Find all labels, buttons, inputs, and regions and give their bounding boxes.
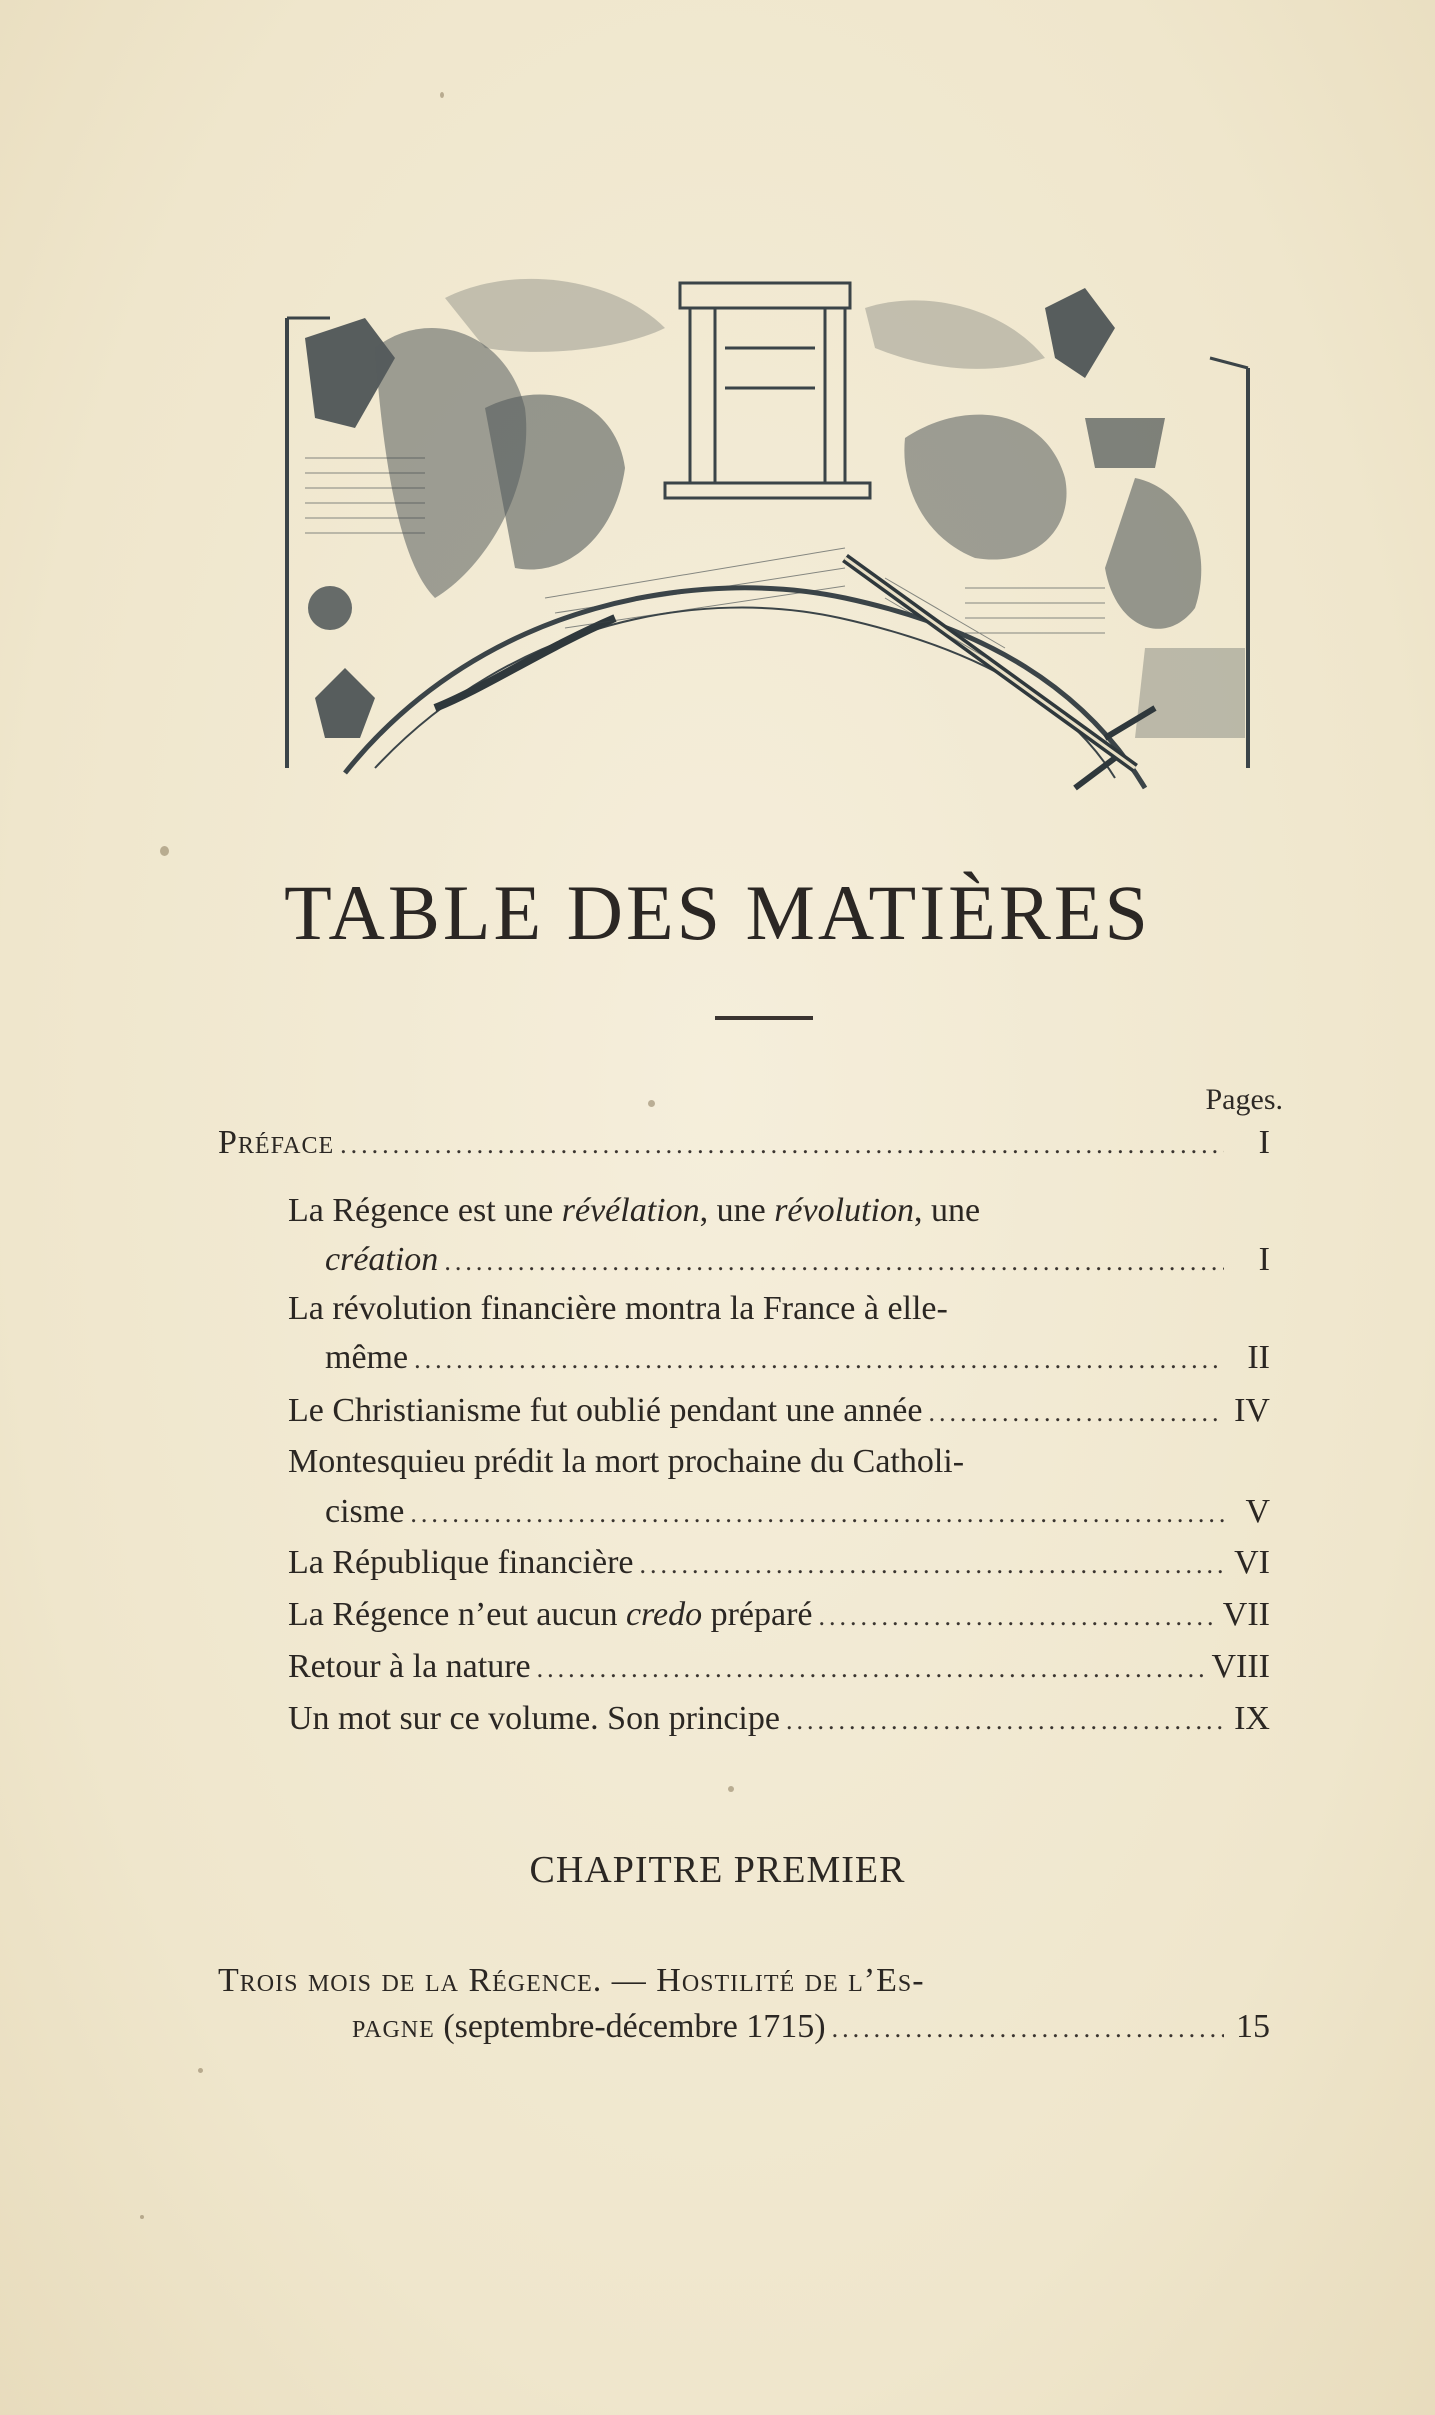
leader-dots (819, 1602, 1217, 1632)
entry-label: Retour à la nature (288, 1648, 531, 1685)
title-rule (715, 1016, 813, 1020)
leader-dots (786, 1706, 1224, 1736)
leader-dots (832, 2014, 1224, 2044)
paper-speck (728, 1786, 734, 1792)
entry-label: La République financière (288, 1544, 634, 1581)
entry-page: II (1247, 1339, 1270, 1376)
entry-label: création (325, 1241, 439, 1278)
toc-entry-line1 (288, 1290, 1174, 1328)
entry-text: La Régence est une (288, 1192, 562, 1229)
entry-page: 15 (1236, 2008, 1270, 2045)
leader-dots (414, 1345, 1224, 1375)
entry-text: préparé (702, 1596, 813, 1633)
toc-entry-christianisme (288, 1392, 1270, 1430)
entry-page: V (1245, 1493, 1270, 1530)
entry-label: Le Christianisme fut oublié pendant une année (288, 1392, 923, 1429)
entry-text: , une (699, 1192, 775, 1229)
entry-text: La révolution financière montra la France à elle- (288, 1290, 948, 1327)
paper-speck (440, 92, 444, 98)
toc-entry-meme (325, 1339, 1270, 1377)
leader-dots (640, 1550, 1224, 1580)
leader-dots (340, 1130, 1224, 1160)
entry-label: Préface (218, 1124, 335, 1161)
entry-text: pagne (352, 2008, 435, 2045)
leader-dots (537, 1654, 1206, 1684)
entry-label (352, 2008, 826, 2046)
pages-column-label: Pages. (1205, 1083, 1283, 1116)
paper-speck (140, 2215, 144, 2219)
page-title: TABLE DES MATIÈRES (284, 869, 1151, 956)
entry-text: , une (913, 1192, 981, 1229)
engraved-vignette (285, 268, 1250, 813)
toc-entry-chapter-1 (352, 2008, 1270, 2046)
entry-text: La Régence n’eut aucun (288, 1596, 626, 1633)
entry-page: IV (1234, 1392, 1270, 1429)
entry-text: Montesquieu prédit la mort prochaine du Catholi- (288, 1443, 965, 1480)
leader-dots (444, 1247, 1224, 1277)
entry-text-italic: révolution (774, 1192, 914, 1229)
toc-entry-cisme (325, 1493, 1270, 1531)
chapter-summary-line1 (218, 1962, 1218, 2000)
chapter-heading: CHAPITRE PREMIER (529, 1849, 906, 1891)
entry-page: I (1258, 1124, 1270, 1161)
toc-entry-preface (218, 1124, 1270, 1162)
entry-text-italic: révélation (561, 1192, 700, 1229)
entry-text: Trois mois de la Régence. — Hostilité de l’Es- (218, 1962, 925, 1999)
toc-entry-republique (288, 1544, 1270, 1582)
toc-entry-creation (325, 1241, 1270, 1279)
entry-label: Un mot sur ce volume. Son principe (288, 1700, 780, 1737)
entry-page: IX (1234, 1700, 1270, 1737)
leader-dots (928, 1398, 1224, 1428)
toc-entry-line1 (288, 1443, 1174, 1481)
leader-dots (410, 1499, 1224, 1529)
entry-label (288, 1596, 813, 1634)
paper-speck (160, 846, 169, 856)
toc-entry-line1 (288, 1192, 1174, 1230)
entry-text: (septembre-décembre 1715) (434, 2008, 826, 2045)
entry-label: cisme (325, 1493, 405, 1530)
entry-text-italic: credo (625, 1596, 703, 1633)
entry-page: VI (1234, 1544, 1270, 1581)
toc-entry-credo (288, 1596, 1270, 1634)
paper-speck (198, 2068, 203, 2073)
entry-page: VII (1222, 1596, 1270, 1633)
entry-page: VIII (1211, 1648, 1270, 1685)
toc-entry-nature (288, 1648, 1270, 1686)
toc-entry-volume (288, 1700, 1270, 1738)
entry-label: même (325, 1339, 409, 1376)
entry-page: I (1258, 1241, 1270, 1278)
paper-speck (648, 1100, 655, 1107)
